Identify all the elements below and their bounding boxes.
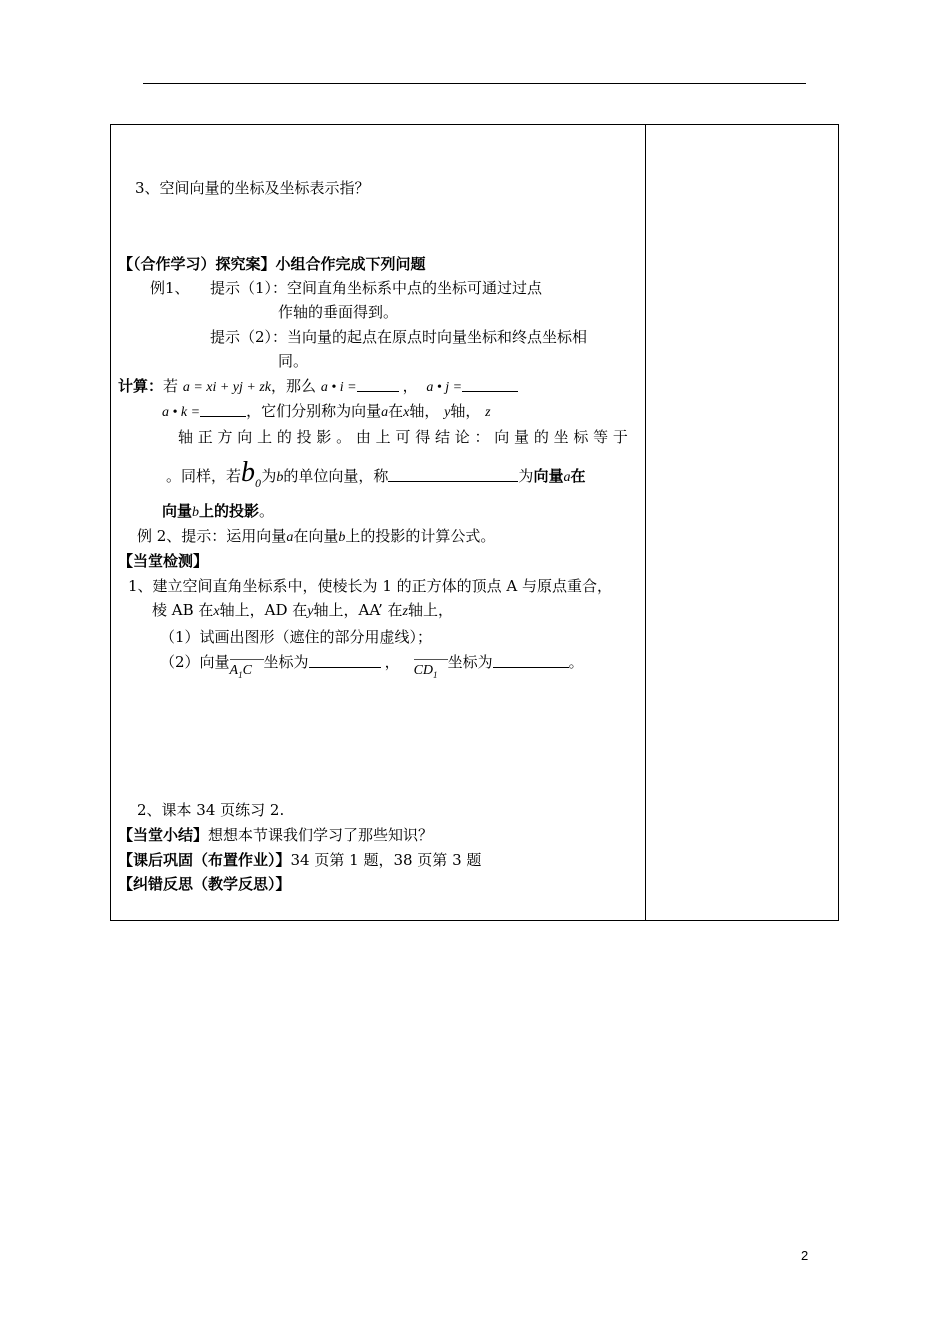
calc-line-5: 向量b上的投影。	[162, 502, 275, 520]
example-1-label: 例1、	[150, 279, 190, 297]
check-2: 2、课本 34 页练习 2.	[137, 801, 285, 819]
answer-blank-ak[interactable]	[200, 402, 246, 417]
page-number: 2	[801, 1248, 809, 1263]
calc-line-4: 。同样，若$b_0$为b的单位向量，称 为向量a在	[166, 457, 586, 490]
check-1-line-1: 1、建立空间直角坐标系中，使棱长为 1 的正方体的顶点 A 与原点重合，	[128, 577, 612, 595]
example-1-hint-2: 提示（2）：当向量的起点在原点时向量坐标和终点坐标相	[210, 328, 588, 346]
answer-blank-cd1[interactable]	[493, 653, 569, 668]
reflection-heading: 【纠错反思（教学反思）】	[118, 875, 291, 893]
check-1-line-2: 棱 AB 在x轴上，AD 在y轴上，AA’ 在z轴上，	[152, 601, 453, 619]
answer-blank-a1c[interactable]	[309, 653, 381, 668]
example-2: 例 2、提示：运用向量a在向量b上的投影的计算公式。	[137, 527, 496, 545]
calc-line-2: a • k = ，它们分别称为向量a在x轴， y轴， z	[162, 402, 491, 420]
table-column-divider	[645, 124, 646, 921]
check-heading: 【当堂检测】	[118, 552, 209, 570]
answer-blank-ai[interactable]	[357, 377, 399, 392]
example-1-hint-2-cont: 同。	[278, 352, 309, 370]
example-1-hint-1-cont: 作轴的垂面得到。	[278, 303, 399, 321]
check-1-part-2: （2）向量 $A_1C$ 坐标为 ， $CD_1$ 坐标为 。	[160, 653, 584, 680]
answer-blank-aj[interactable]	[462, 377, 518, 392]
summary-line: 【当堂小结】想想本节课我们学习了那些知识？	[118, 826, 434, 844]
check-1-part-1: （1）试画出图形（遮住的部分用虚线）；	[160, 628, 433, 646]
example-1-hint-1: 提示（1）：空间直角坐标系中点的坐标可通过过点	[210, 279, 543, 297]
answer-blank-projection[interactable]	[388, 467, 518, 482]
header-rule	[143, 83, 806, 84]
homework-line: 【课后巩固（布置作业）】34 页第 1 题，38 页第 3 题	[118, 851, 482, 869]
calc-line-3: 轴 正 方 向 上 的 投 影 。 由 上 可 得 结 论 ： 向 量 的 坐 标 等 于	[178, 428, 628, 446]
vector-cd1: $CD_1$	[414, 659, 448, 679]
unit-vector-b0: b	[241, 457, 256, 488]
vector-equation: a = xi + yj + zk	[182, 380, 272, 395]
coop-heading: 【（合作学习）探究案】小组合作完成下列问题	[118, 255, 426, 273]
calc-line-1: 计算：若 a = xi + yj + zk，那么 a • i = ， a • j =	[118, 376, 518, 398]
question-3: 3、空间向量的坐标及坐标表示指？	[135, 179, 370, 197]
vector-a1c: $A_1C$	[230, 659, 264, 679]
